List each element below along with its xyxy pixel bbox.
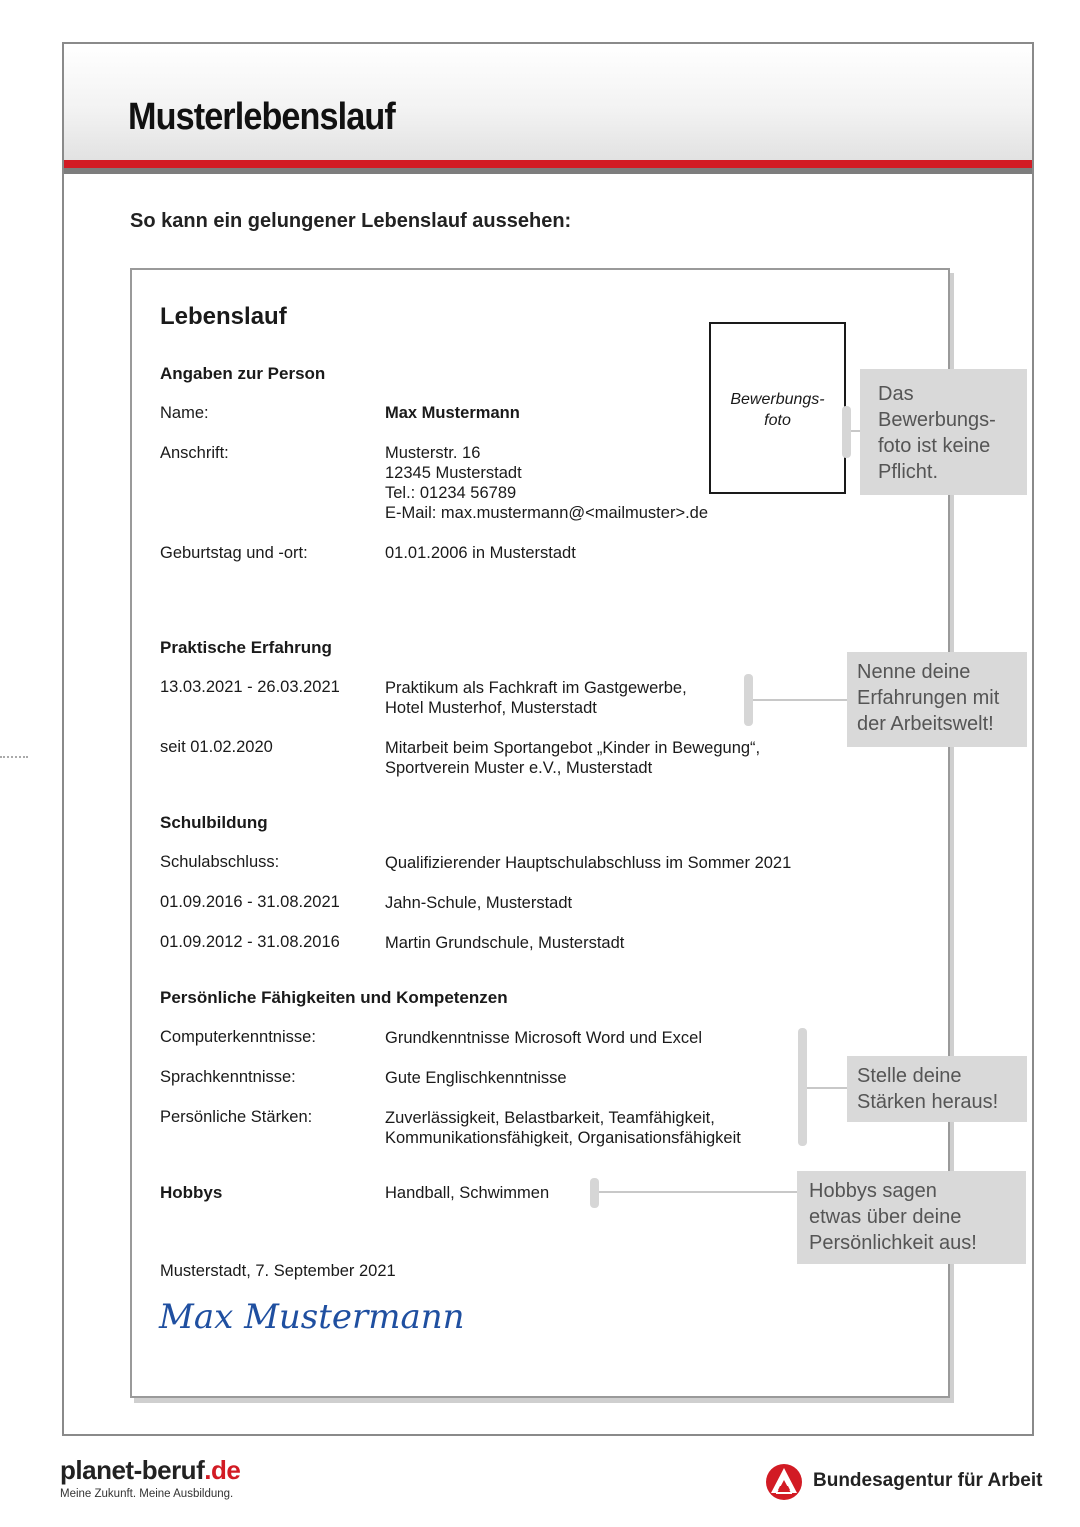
- school-value: Jahn-Schule, Musterstadt: [385, 894, 573, 912]
- callout-line: Stelle deine: [857, 1065, 962, 1087]
- strengths-line: Zuverlässigkeit, Belastbarkeit, Teamfähigkeit,: [385, 1109, 715, 1127]
- name-value: Max Mustermann: [385, 404, 520, 422]
- callout-line: Hobbys sagen: [809, 1180, 937, 1202]
- skills-strengths-label: Persönliche Stärken:: [160, 1108, 313, 1126]
- callout-line: Nenne deine: [857, 661, 971, 683]
- hobbies-value: Handball, Schwimmen: [385, 1184, 550, 1202]
- logo-tld-text: .de: [204, 1455, 241, 1485]
- skills-computer-value: Grundkenntnisse Microsoft Word und Excel: [385, 1029, 703, 1047]
- logo-main-text: planet-beruf: [60, 1455, 205, 1485]
- callout-line: foto ist keine: [878, 435, 991, 457]
- address-block: [385, 443, 708, 523]
- strengths-bracket: [798, 1028, 807, 1146]
- address-line: Tel.: 01234 56789: [385, 484, 517, 502]
- callout-line: Das: [878, 383, 914, 405]
- school-label: Schulabschluss:: [160, 853, 280, 871]
- cv-title: Lebenslauf: [160, 303, 287, 330]
- experience-entry: [385, 678, 687, 718]
- section-heading-person: Angaben zur Person: [160, 364, 326, 383]
- hobbies-bracket: [590, 1178, 599, 1208]
- section-heading-hobbies: Hobbys: [160, 1183, 223, 1202]
- skills-language-label: Sprachkenntnisse:: [160, 1068, 296, 1086]
- address-line: E-Mail: max.mustermann@<mailmuster>.de: [385, 504, 709, 522]
- name-label: Name:: [160, 404, 209, 422]
- skills-strengths-value: [385, 1108, 741, 1148]
- experience-date: seit 01.02.2020: [160, 738, 273, 756]
- header-grey-stripe: [64, 168, 1032, 174]
- experience-date: 13.03.2021 - 26.03.2021: [160, 678, 340, 696]
- logo-tagline: Meine Zukunft. Meine Ausbildung.: [60, 1488, 234, 1500]
- hobbies-connector: [599, 1191, 798, 1193]
- agency-name: Bundesagentur für Arbeit: [813, 1470, 1043, 1491]
- place-date: Musterstadt, 7. September 2021: [160, 1262, 396, 1280]
- experience-line: Mitarbeit beim Sportangebot „Kinder in Bewegung“,: [385, 739, 761, 757]
- experience-bracket: [744, 674, 753, 726]
- callout-line: etwas über deine: [809, 1206, 962, 1228]
- school-label: 01.09.2016 - 31.08.2021: [160, 893, 340, 911]
- experience-connector: [753, 699, 848, 701]
- callout-line: Erfahrungen mit: [857, 687, 1000, 709]
- section-heading-skills: Persönliche Fähigkeiten und Kompetenzen: [160, 988, 508, 1007]
- agency-logo-icon: [765, 1463, 803, 1501]
- callout-line: Pflicht.: [878, 461, 939, 483]
- address-line: 12345 Musterstadt: [385, 464, 522, 482]
- experience-entry: [385, 738, 760, 778]
- photo-label-line: Bewerbungs-: [730, 391, 825, 408]
- section-heading-experience: Praktische Erfahrung: [160, 638, 332, 657]
- photo-label-line: foto: [764, 412, 791, 429]
- callout-hobbies: [797, 1171, 1026, 1264]
- section-heading-school: Schulbildung: [160, 813, 268, 832]
- page-title: Musterlebenslauf: [128, 96, 395, 138]
- signature: [155, 1290, 475, 1346]
- photo-bracket: [842, 406, 851, 458]
- skills-language-value: Gute Englischkenntnisse: [385, 1069, 567, 1087]
- school-value: Martin Grundschule, Musterstadt: [385, 934, 625, 952]
- callout-line: Bewerbungs-: [878, 409, 996, 431]
- address-label: Anschrift:: [160, 444, 229, 462]
- callout-strengths: [847, 1056, 1027, 1122]
- address-line: Musterstr. 16: [385, 444, 481, 462]
- birth-label: Geburtstag und -ort:: [160, 544, 308, 562]
- callout-line: Stärken heraus!: [857, 1091, 999, 1113]
- planet-beruf-logo[interactable]: [60, 1455, 240, 1486]
- experience-line: Hotel Musterhof, Musterstadt: [385, 699, 597, 717]
- skills-computer-label: Computerkenntnisse:: [160, 1028, 316, 1046]
- strengths-connector: [807, 1087, 848, 1089]
- experience-line: Praktikum als Fachkraft im Gastgewerbe,: [385, 679, 687, 697]
- strengths-line: Kommunikationsfähigkeit, Organisationsfähigkeit: [385, 1129, 741, 1147]
- margin-dotted-line: [0, 756, 28, 758]
- photo-label: [712, 389, 843, 431]
- page-subtitle: So kann ein gelungener Lebenslauf aussehen:: [130, 210, 572, 232]
- callout-line: der Arbeitswelt!: [857, 713, 994, 735]
- signature-text: Max Mustermann: [159, 1297, 465, 1337]
- school-value: Qualifizierender Hauptschulabschluss im Sommer 2021: [385, 854, 792, 872]
- callout-photo: [860, 369, 1027, 495]
- callout-line: Persönlichkeit aus!: [809, 1232, 977, 1254]
- callout-experience: [847, 652, 1027, 747]
- header-red-stripe: [64, 160, 1032, 168]
- school-label: 01.09.2012 - 31.08.2016: [160, 933, 340, 951]
- experience-line: Sportverein Muster e.V., Musterstadt: [385, 759, 653, 777]
- birth-value: 01.01.2006 in Musterstadt: [385, 544, 576, 562]
